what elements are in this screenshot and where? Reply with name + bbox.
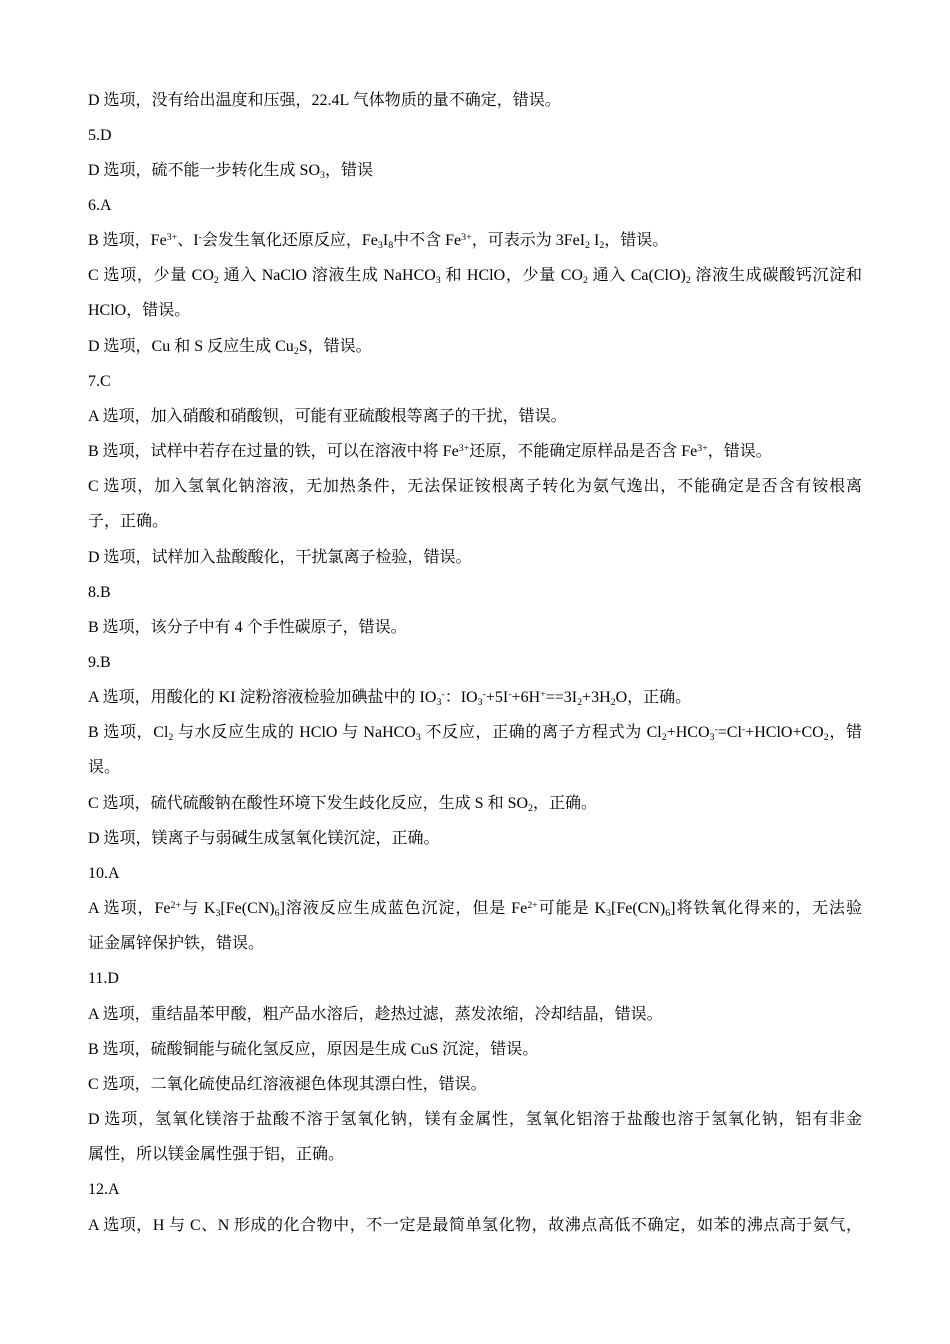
subscript: 3 (415, 732, 421, 744)
subscript: 2 (582, 275, 588, 287)
explanation-line (88, 997, 862, 1032)
answer-number (88, 188, 862, 223)
text-run: 与水反应生成的 HClO 与 NaHCO (173, 724, 416, 742)
answer-explanations (88, 83, 862, 1243)
subscript: 2 (577, 697, 583, 709)
text-run: 中不含 Fe (393, 232, 462, 250)
text-run: 可能是 K (537, 900, 607, 918)
text-run: 还原，不能确定原样品是否含 Fe (469, 443, 698, 461)
subscript: 2 (585, 240, 590, 252)
explanation-line (88, 329, 862, 364)
text-run: 和 HClO，少量 CO (440, 267, 583, 285)
superscript: - (198, 231, 202, 243)
subscript: 3 (436, 697, 442, 709)
answer-number (88, 118, 862, 153)
explanation-line (88, 83, 862, 118)
text-run: [Fe(CN) (220, 900, 275, 918)
subscript: 2 (823, 732, 829, 744)
superscript: 2+ (527, 899, 538, 911)
explanation-line (88, 680, 862, 715)
text-run: B 选项，Fe (88, 232, 167, 250)
text-run: +5I (485, 689, 509, 707)
text-run: 7.C (88, 372, 111, 390)
explanation-line (88, 891, 862, 926)
superscript: + (540, 688, 546, 700)
text-run: C 选项，硫代硫酸钠在酸性环境下发生歧化反应，生成 S 和 SO (88, 794, 529, 812)
answer-number (88, 856, 862, 891)
subscript: 3 (215, 908, 221, 920)
explanation-line (88, 1032, 862, 1067)
text-run: 通入 Ca(ClO) (587, 267, 686, 285)
text-run: 溶液生成碳酸钙沉淀和 (690, 267, 862, 285)
text-run: ]溶液反应生成蓝色沉淀，但是 Fe (279, 900, 528, 918)
text-run: 5.D (88, 126, 112, 144)
explanation-line (88, 153, 862, 188)
text-run: 不反应，正确的离子方程式为 Cl (420, 724, 662, 742)
superscript: - (714, 723, 718, 735)
text-run: ==3I (545, 689, 578, 707)
superscript: - (482, 688, 486, 700)
text-run: 8.B (88, 583, 111, 601)
superscript: 3+ (461, 231, 472, 243)
explanation-line (88, 399, 862, 434)
subscript: 3 (606, 908, 611, 920)
text-run: +6H (511, 689, 541, 707)
text-run: ，错误 (324, 161, 373, 179)
text-run: 误。 (88, 759, 121, 777)
explanation-line (88, 821, 862, 856)
text-run: D 选项，试样加入盐酸酸化，干扰氯离子检验，错误。 (88, 548, 472, 566)
superscript: 3+ (697, 442, 708, 454)
subscript: 2 (610, 697, 616, 709)
text-run: O，正确。 (615, 689, 692, 707)
text-run: A 选项，用酸化的 KI 淀粉溶液检验加碘盐中的 IO (88, 689, 437, 707)
subscript: 3 (377, 240, 383, 252)
text-run: A 选项，H 与 C、N 形成的化合物中，不一定是最简单氢化物，故沸点高低不确定，如苯的沸点高于氨气， (88, 1216, 862, 1234)
superscript: 3+ (458, 442, 470, 454)
text-run: ，错误。 (707, 443, 772, 461)
text-run: B 选项，Cl (88, 724, 169, 742)
text-run: D 选项，没有给出温度和压强，22.4L 气体物质的量不确定，错误。 (88, 91, 561, 109)
subscript: 2 (168, 732, 174, 744)
subscript: 2 (293, 345, 299, 357)
subscript: 2 (685, 275, 691, 287)
text-run: ，错误。 (604, 232, 669, 250)
superscript: - (441, 688, 445, 700)
text-run: D 选项，镁离子与弱碱生成氢氧化镁沉淀，正确。 (88, 829, 440, 847)
text-run: 会发生氧化还原反应，Fe (201, 232, 378, 250)
explanation-line (88, 1102, 862, 1137)
text-run: A 选项，重结晶苯甲酸，粗产品水溶后，趁热过滤，蒸发浓缩，冷却结晶，错误。 (88, 1005, 663, 1023)
text-run: C 选项，少量 CO (88, 267, 214, 285)
subscript: 2 (661, 732, 667, 744)
answer-number (88, 961, 862, 996)
subscript: 6 (274, 908, 280, 920)
superscript: 3+ (166, 231, 178, 243)
superscript: - (741, 723, 746, 735)
text-run: 证金属锌保护铁，错误。 (88, 935, 265, 953)
text-run: ：IO (444, 689, 478, 707)
explanation-line (88, 434, 862, 469)
explanation-line (88, 258, 862, 293)
explanation-line (88, 786, 862, 821)
subscript: 3 (320, 169, 325, 181)
text-run: D 选项，Cu 和 S 反应生成 Cu (88, 337, 294, 355)
text-run: +HClO+CO (745, 724, 824, 742)
subscript: 2 (528, 802, 533, 814)
text-run: ]将铁氧化得来的，无法验 (670, 900, 862, 918)
text-run: ，正确。 (532, 794, 597, 812)
text-run: A 选项，加入硝酸和硝酸钡，可能有亚硫酸根等离子的干扰，错误。 (88, 407, 567, 425)
text-run: 属性，所以镁金属性强于铝，正确。 (88, 1146, 345, 1164)
answer-number (88, 1172, 862, 1207)
explanation-line (88, 715, 862, 750)
text-run: 、I (177, 232, 199, 250)
text-run: =Cl (717, 724, 742, 742)
subscript: 3 (477, 697, 483, 709)
text-run: D 选项，氢氧化镁溶于盐酸不溶于氢氧化钠，镁有金属性，氢氧化铝溶于盐酸也溶于氢氧化钠，铝有非金 (88, 1111, 862, 1129)
text-run: C 选项，加入氢氧化钠溶液，无加热条件，无法保证铵根离子转化为氨气逸出，不能确定是否含有铵根离 (88, 478, 862, 496)
superscript: 2+ (170, 899, 182, 911)
text-run: S，错误。 (298, 337, 372, 355)
subscript: 3 (435, 275, 441, 287)
explanation-line (88, 223, 862, 258)
text-run: 9.B (88, 654, 111, 671)
explanation-line (88, 504, 862, 539)
text-run: 11.D (88, 970, 119, 988)
explanation-line (88, 293, 862, 328)
text-run: B 选项，试样中若存在过量的铁，可以在溶液中将 Fe (88, 443, 459, 461)
text-run: ，可表示为 3FeI (471, 232, 586, 250)
text-run: D 选项，硫不能一步转化生成 SO (88, 161, 321, 179)
explanation-line (88, 750, 862, 785)
text-run: +HCO (666, 724, 710, 742)
text-run: I (590, 232, 600, 250)
explanation-line (88, 1137, 862, 1172)
text-run: 与 K (181, 900, 216, 918)
subscript: 8 (388, 240, 394, 252)
answer-number (88, 364, 862, 399)
subscript: 3 (709, 732, 715, 744)
explanation-line (88, 1208, 862, 1243)
text-run: 10.A (88, 864, 120, 882)
text-run: 子，正确。 (88, 513, 169, 531)
explanation-line (88, 610, 862, 645)
text-run: HClO，错误。 (88, 302, 191, 320)
text-run: A 选项，Fe (88, 900, 171, 918)
subscript: 2 (213, 275, 219, 287)
text-run: 12.A (88, 1181, 120, 1199)
subscript: 6 (665, 908, 671, 920)
answer-number (88, 575, 862, 610)
superscript: - (508, 688, 512, 700)
text-run: 6.A (88, 196, 112, 214)
text-run: +3H (582, 689, 611, 707)
explanation-line (88, 540, 862, 575)
explanation-line (88, 1067, 862, 1102)
explanation-line (88, 469, 862, 504)
text-run: 通入 NaClO 溶液生成 NaHCO (218, 267, 436, 285)
answer-number (88, 645, 862, 680)
text-run: B 选项，硫酸铜能与硫化氢反应，原因是生成 CuS 沉淀，错误。 (88, 1040, 539, 1058)
text-run: I (382, 232, 389, 250)
explanation-line (88, 926, 862, 961)
text-run: B 选项，该分子中有 4 个手性碳原子，错误。 (88, 618, 407, 636)
text-run: ，错 (828, 724, 862, 742)
text-run: [Fe(CN) (611, 900, 666, 918)
text-run: C 选项，二氧化硫使品红溶液褪色体现其漂白性，错误。 (88, 1075, 487, 1093)
subscript: 2 (599, 240, 605, 252)
